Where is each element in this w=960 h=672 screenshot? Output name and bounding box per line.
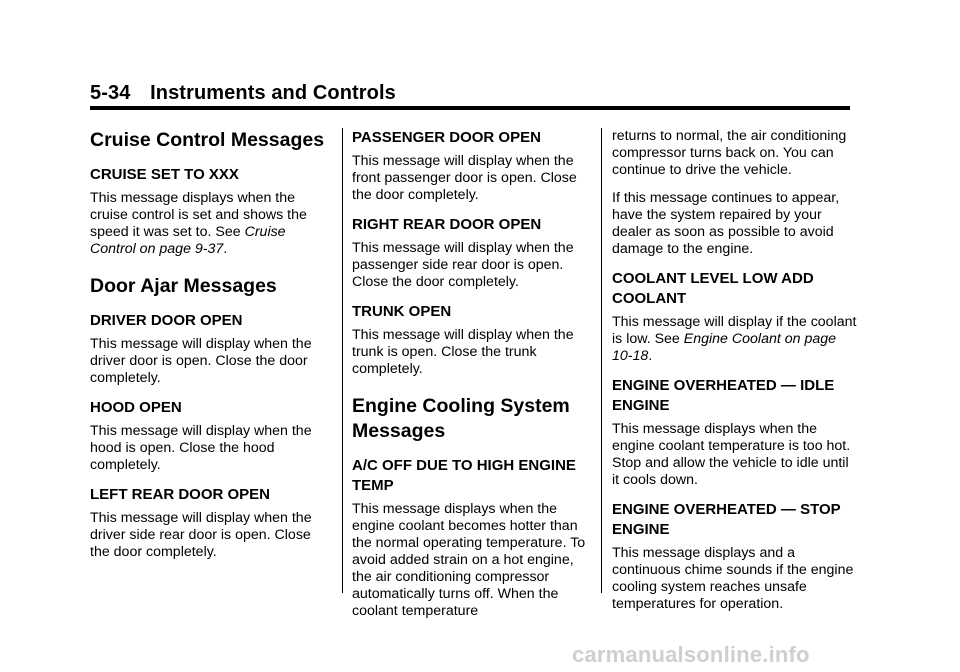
header-rule bbox=[90, 106, 850, 110]
chapter-title: Instruments and Controls bbox=[150, 82, 396, 104]
running-head bbox=[90, 82, 396, 105]
column-1 bbox=[90, 128, 330, 572]
message-title: RIGHT REAR DOOR OPEN bbox=[352, 216, 542, 233]
column-2 bbox=[352, 128, 592, 631]
message-title: ENGINE OVERHEATED — STOP ENGINE bbox=[612, 501, 841, 538]
message-description: This message displays when the engine coolant temperature is too hot. Stop and allow the vehicle to idle until it cools down. bbox=[612, 421, 851, 488]
column-divider bbox=[601, 128, 602, 593]
message-description: This message will display when the trunk is open. Close the trunk completely. bbox=[352, 327, 574, 377]
section-heading: Door Ajar Messages bbox=[90, 275, 277, 297]
message-title: HOOD OPEN bbox=[90, 399, 182, 416]
message-title: A/C OFF DUE TO HIGH ENGINE TEMP bbox=[352, 457, 576, 494]
text: This message displays when the cruise control is set and shows the speed it was set to. See bbox=[90, 190, 307, 240]
message-description: This message displays when the engine coolant becomes hotter than the normal operating temperature. To avoid added strain on a hot engine, the air conditioning compressor automatically turns off. When the coolant temperature bbox=[352, 501, 586, 619]
cross-reference-link[interactable]: Engine Coolant on page 10-18 bbox=[612, 331, 837, 364]
watermark: carmanualsonline.info bbox=[572, 642, 810, 667]
text: . bbox=[648, 348, 653, 364]
page-number: 5-34 bbox=[90, 82, 131, 104]
message-description: This message will display when the passenger side rear door is open. Close the door completely. bbox=[352, 240, 574, 290]
message-title: DRIVER DOOR OPEN bbox=[90, 312, 243, 329]
cross-reference-link[interactable]: Cruise Control on page 9-37 bbox=[90, 224, 286, 257]
message-description: This message displays and a continuous chime sounds if the engine cooling system reaches unsafe temperatures for operation. bbox=[612, 545, 854, 612]
section-heading: Engine Cooling System Messages bbox=[352, 395, 570, 442]
message-description: If this message continues to appear, have the system repaired by your dealer as soon as possible to avoid damage to the engine. bbox=[612, 190, 840, 257]
message-description: This message will display when the hood is open. Close the hood completely. bbox=[90, 423, 312, 473]
message-title: TRUNK OPEN bbox=[352, 303, 452, 320]
column-3 bbox=[612, 128, 858, 624]
column-divider bbox=[342, 128, 343, 593]
message-description bbox=[612, 314, 858, 365]
message-description: returns to normal, the air conditioning compressor turns back on. You can continue to drive the vehicle. bbox=[612, 128, 847, 178]
message-title: CRUISE SET TO XXX bbox=[90, 166, 239, 183]
message-title: PASSENGER DOOR OPEN bbox=[352, 129, 541, 146]
text: . bbox=[223, 241, 228, 257]
message-description: This message will display when the driver door is open. Close the door completely. bbox=[90, 336, 312, 386]
message-description bbox=[90, 190, 330, 258]
text: This message will display if the coolant is low. See bbox=[612, 314, 857, 347]
message-title: LEFT REAR DOOR OPEN bbox=[90, 486, 271, 503]
message-description: This message will display when the driver side rear door is open. Close the door completely. bbox=[90, 510, 312, 560]
message-description: This message will display when the front passenger door is open. Close the door completely. bbox=[352, 153, 577, 203]
message-title: ENGINE OVERHEATED — IDLE ENGINE bbox=[612, 377, 835, 414]
message-title: COOLANT LEVEL LOW ADD COOLANT bbox=[612, 270, 814, 307]
section-heading: Cruise Control Messages bbox=[90, 129, 325, 151]
